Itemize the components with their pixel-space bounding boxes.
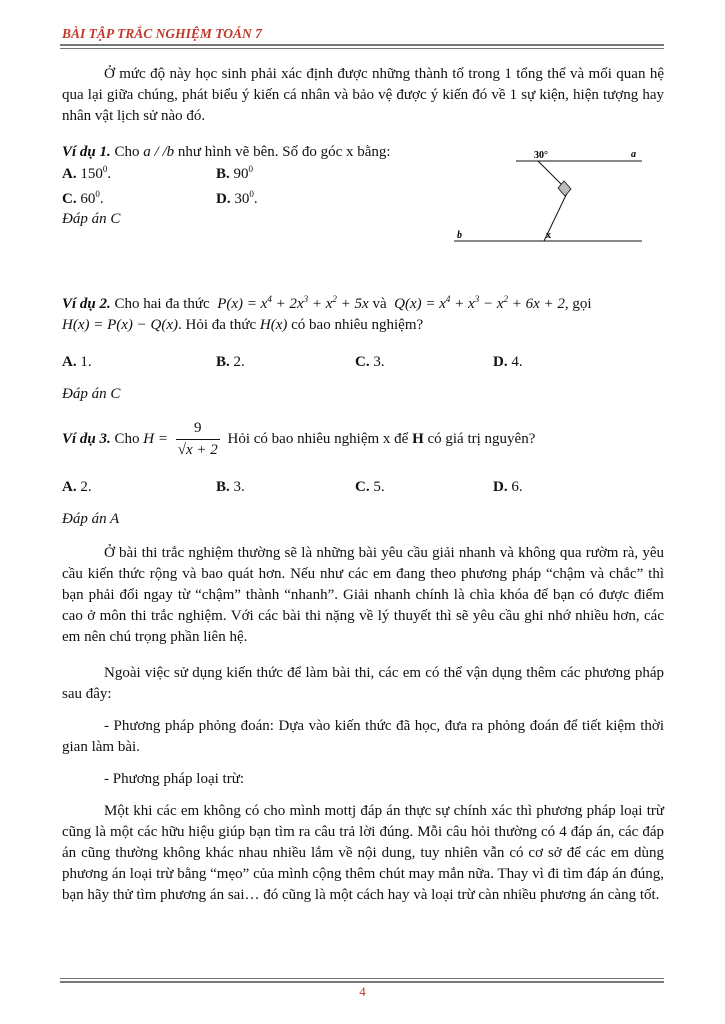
example1-option-d: D. $30^0$.	[216, 189, 258, 207]
example2-option-b: B. 2.	[216, 354, 245, 370]
angle-x-label: x	[546, 230, 551, 241]
example3-answer: Đáp án A	[62, 511, 120, 527]
example1-question-pre: Cho	[114, 144, 140, 160]
example2-question: Ví dụ 2. Cho hai đa thức $P(x) = x^4 + 2x^3 + x^2 + 5x$ và $Q(x) = x^4 + x^3 - x^2 + 6x + 2$, gọi H(x) = P(x) − Q(x). Hỏi đa thức H(x) có bao nhiêu nghiệm?	[62, 294, 592, 333]
example2-label: Ví dụ 2.	[62, 296, 111, 312]
example1-question-math: a / /b	[143, 144, 175, 160]
parallel-lines-figure	[450, 145, 650, 247]
line-b-label: b	[457, 230, 462, 241]
body-paragraph-1: Ở bài thi trắc nghiệm thường sẽ là những bài yêu cầu giải nhanh và không qua rườm rà, yêu cầu kiến thức rộng và bao quát hơn. Nếu như các em đang theo phương pháp “chậm và chắc” thì bạn phải đổi ngay từ “chậm” thành “nhanh”. Giải nhanh chính là chìa khóa để bạn có được điểm cao ở môn thi trắc nghiệm. Với các bài thi nặng về lý thuyết thì sẽ yêu cầu ghi nhớ nhiều hơn, các em nên chú trọng phần liên hệ.	[62, 545, 664, 645]
example3-fraction: $\frac{9}{√x + 2}$	[177, 420, 218, 458]
footer-rule	[60, 978, 664, 983]
example1-label: Ví dụ 1.	[62, 144, 111, 160]
example1-answer: Đáp án C	[62, 211, 121, 227]
body-paragraph-4: - Phương pháp loại trừ:	[104, 771, 245, 787]
example2-answer: Đáp án C	[62, 386, 121, 402]
example3-option-b: B. 3.	[216, 479, 245, 495]
header-rule	[60, 44, 664, 49]
example3-option-a: A. 2.	[62, 479, 92, 495]
angle-30-label: 30°	[534, 150, 548, 161]
example1-question-post: như hình vẽ bên. Số đo góc x bằng:	[177, 144, 391, 160]
line-a-label: a	[631, 149, 636, 160]
example3-question: Ví dụ 3. Cho H = $\frac{9}{√x + 2}$ Hỏi có bao nhiêu nghiệm x để H có giá trị nguyên?	[62, 418, 664, 461]
example2-option-d: D. 4.	[493, 354, 523, 370]
body-paragraph-3: - Phương pháp phỏng đoán: Dựa vào kiến thức đã học, đưa ra phỏng đoán để tiết kiệm thời gian làm bài.	[62, 718, 664, 755]
example3-option-d: D. 6.	[493, 479, 523, 495]
polynomial-H-def: H(x) = P(x) − Q(x)	[62, 317, 179, 333]
intro-paragraph: Ở mức độ này học sinh phải xác định được những thành tố trong 1 tổng thể và mối quan hệ qua lại giữa chúng, phát biểu ý kiến cá nhân và bảo vệ được ý kiến đó về 1 sự kiện, hiện tượng hay nhân vật lịch sử nào đó.	[62, 66, 664, 124]
polynomial-P: $P(x) = x^4 + 2x^3 + x^2 + 5x$	[217, 294, 369, 312]
polynomial-Q: $Q(x) = x^4 + x^3 - x^2 + 6x + 2$	[394, 294, 565, 312]
example2-option-c: C. 3.	[355, 354, 385, 370]
body-paragraph-2: Ngoài việc sử dụng kiến thức để làm bài thi, các em có thể vận dụng thêm các phương pháp sau đây:	[62, 665, 664, 702]
header-title: BÀI TẬP TRẮC NGHIỆM TOÁN 7	[62, 26, 262, 41]
example1-option-a: A. $150^0$.	[62, 164, 112, 182]
example3-option-c: C. 5.	[355, 479, 385, 495]
page-number: 4	[359, 984, 366, 999]
example1-option-c: C. $60^0$.	[62, 189, 104, 207]
example3-label: Ví dụ 3.	[62, 430, 111, 447]
example2-option-a: A. 1.	[62, 354, 92, 370]
example1-option-b: B. $90^0$	[216, 164, 254, 182]
body-paragraph-5: Một khi các em không có cho mình mottj đáp án thực sự chính xác thì phương pháp loại trừ cũng là một các hữu hiệu giúp bạn tìm ra câu trả lời đúng. Mỗi câu hỏi thường có 4 đáp án, các đáp án cũng thường không khác nhau nhiều lắm về nội dung, tuy nhiên vẫn có cơ sở để các em dùng phương án loại trừ bằng “mẹo” của mình cộng thêm chút may mắn nữa. Thay vì đi tìm đáp án đúng, bạn hãy thử tìm phương án sai… đó cũng là một cách hay và loại trừ càn nhiều phương án càng tốt.	[62, 803, 664, 903]
